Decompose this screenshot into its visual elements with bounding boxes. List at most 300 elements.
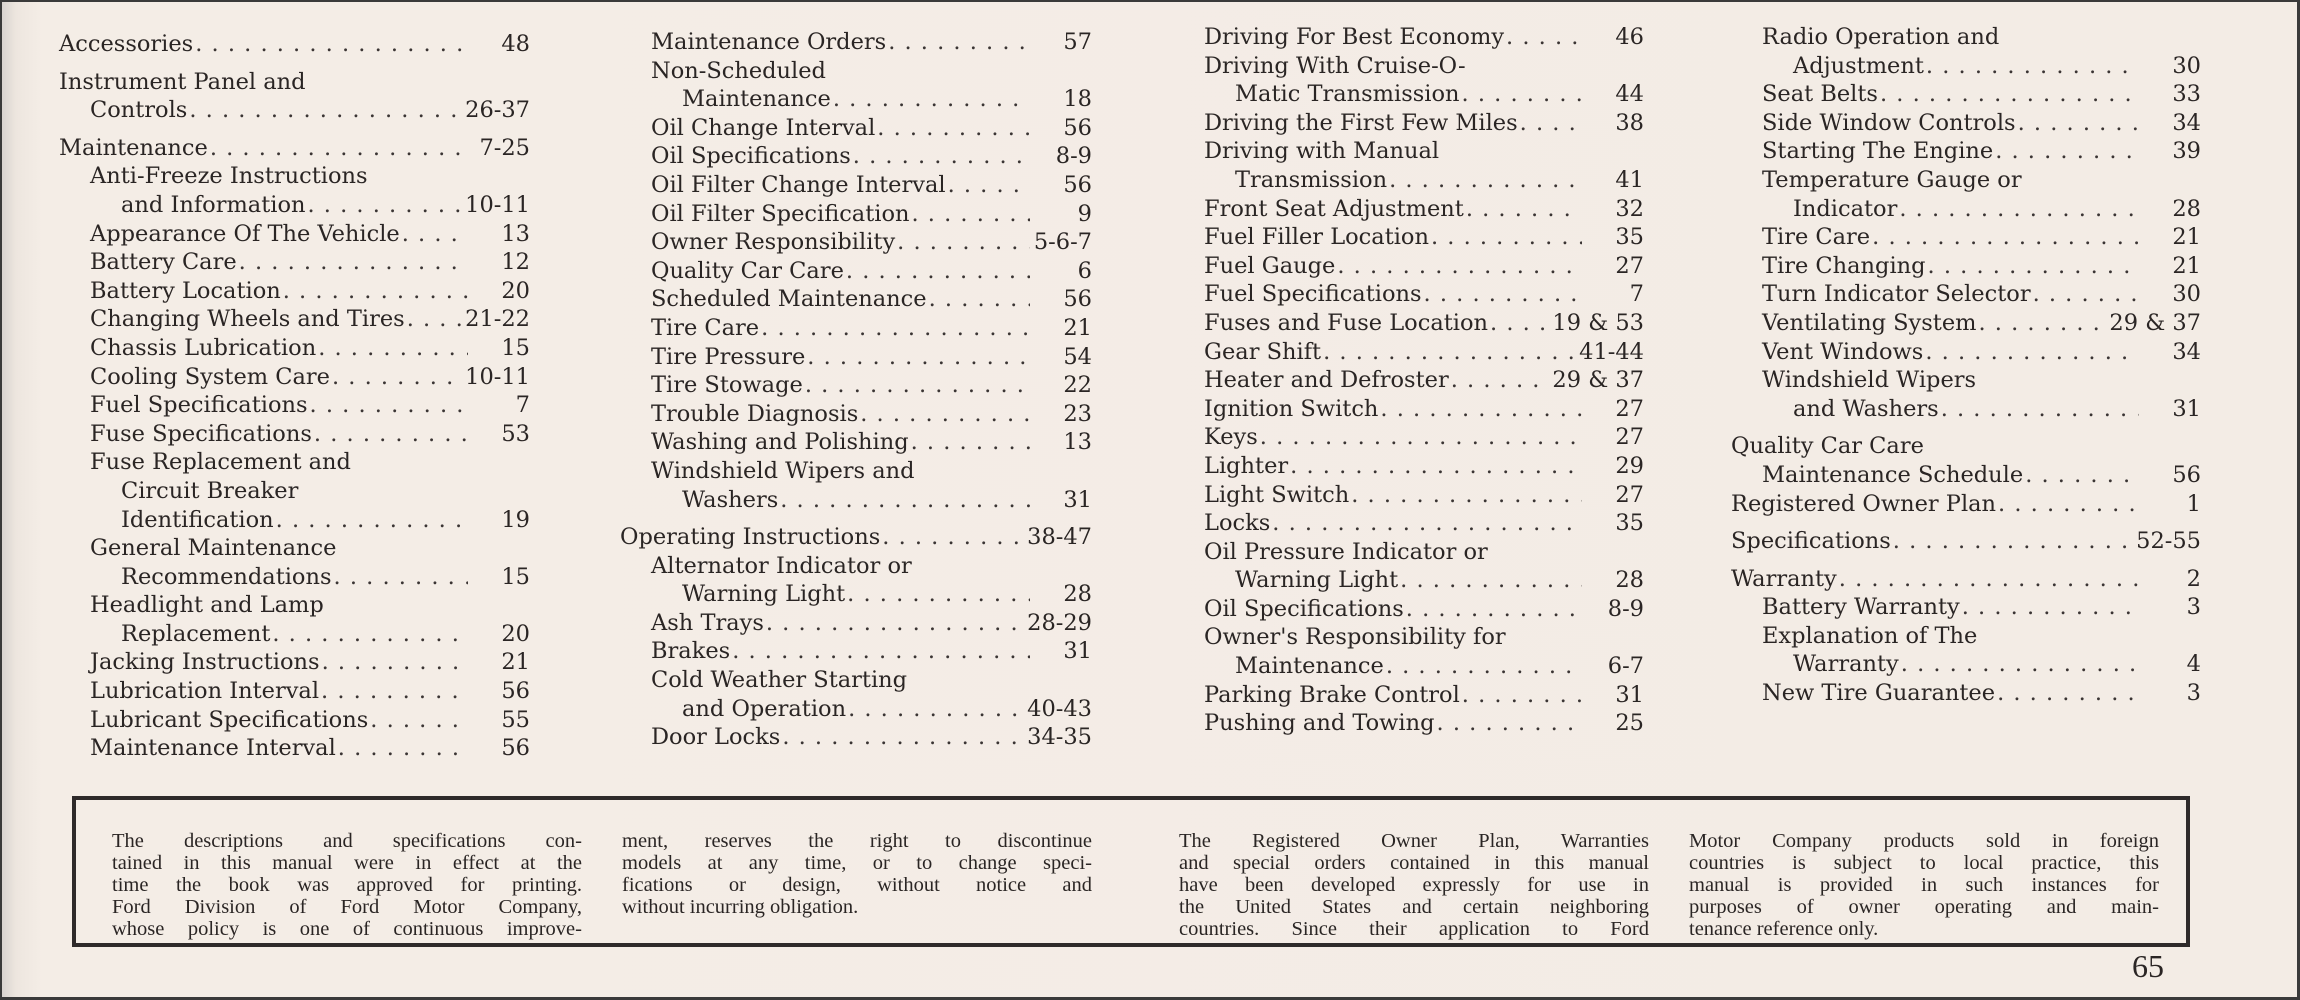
entry-page-number: 5-6-7 xyxy=(1033,229,1092,256)
dot-leader xyxy=(1389,166,1582,195)
dot-leader xyxy=(308,191,462,220)
index-entry xyxy=(1173,166,1644,195)
entry-page-number: 7 xyxy=(515,392,530,419)
entry-title: Temperature Gauge or xyxy=(1762,166,2022,193)
entry-page-number: 30 xyxy=(2172,281,2201,308)
index-entry xyxy=(1731,80,2201,109)
dot-leader xyxy=(1899,195,2139,224)
notice-column-1 xyxy=(112,830,582,940)
dot-leader xyxy=(276,506,468,535)
entry-title: and Information xyxy=(121,191,306,218)
entry-title: Non-Scheduled xyxy=(651,57,826,84)
dot-leader xyxy=(1962,593,2139,622)
entry-page-number: 56 xyxy=(1063,286,1092,313)
entry-title: Ventilating System xyxy=(1762,309,1977,336)
notice-line: the United States and certain neighboring xyxy=(1179,896,1649,918)
index-entry xyxy=(59,677,530,706)
entry-title: Tire Stowage xyxy=(651,372,803,399)
dot-leader xyxy=(882,523,1023,552)
entry-title: Fuel Gauge xyxy=(1204,252,1336,279)
entry-page-number: 56 xyxy=(2172,461,2201,488)
index-entry xyxy=(1731,280,2201,309)
index-entry xyxy=(1173,652,1644,681)
entry-page-number: 30 xyxy=(2172,52,2201,79)
dot-leader xyxy=(929,285,1030,314)
entry-page-number: 2 xyxy=(2186,565,2201,592)
index-group xyxy=(59,30,530,59)
index-entry xyxy=(620,400,1092,429)
entry-page-number: 27 xyxy=(1615,424,1644,451)
entry-title: Matic Transmission xyxy=(1235,81,1460,108)
index-entry xyxy=(59,191,530,220)
index-entry xyxy=(59,363,530,392)
notice-line: Ford Division of Ford Motor Company, xyxy=(112,896,582,918)
entry-page-number: 13 xyxy=(1063,429,1092,456)
manual-index-page xyxy=(2,2,2297,997)
entry-page-number: 29 & 37 xyxy=(1552,367,1644,394)
index-entry xyxy=(1731,338,2201,367)
index-entry xyxy=(59,506,530,535)
entry-page-number: 10-11 xyxy=(465,363,530,390)
entry-title: Fuses and Fuse Location xyxy=(1204,309,1489,336)
entry-page-number: 41-44 xyxy=(1579,338,1644,365)
notice-column-2 xyxy=(622,830,1092,918)
index-group xyxy=(1173,23,1644,738)
entry-page-number: 28-29 xyxy=(1027,609,1092,636)
dot-leader xyxy=(314,420,468,449)
dot-leader xyxy=(407,305,461,334)
entry-title: Oil Specifications xyxy=(651,143,851,170)
entry-page-number: 56 xyxy=(1063,114,1092,141)
entry-page-number: 55 xyxy=(501,706,530,733)
entry-page-number: 31 xyxy=(1063,638,1092,665)
entry-title: Oil Pressure Indicator or xyxy=(1204,538,1488,565)
index-entry xyxy=(1731,366,2201,395)
entry-page-number: 56 xyxy=(501,678,530,705)
dot-leader xyxy=(780,486,1030,515)
index-entry xyxy=(59,305,530,334)
entry-title: Specifications xyxy=(1731,528,1891,555)
entry-page-number: 21 xyxy=(2172,224,2201,251)
index-entry xyxy=(1173,223,1644,252)
page-number: 65 xyxy=(2132,948,2164,984)
entry-page-number: 27 xyxy=(1615,395,1644,422)
index-entry xyxy=(620,57,1092,86)
notice-line: manual is provided in such instances for xyxy=(1689,874,2159,896)
notice-line: have been developed expressly for use in xyxy=(1179,874,1649,896)
entry-title: Heater and Defroster xyxy=(1204,367,1449,394)
dot-leader xyxy=(877,114,1030,143)
entry-title: and Operation xyxy=(682,695,847,722)
index-entry xyxy=(1173,481,1644,510)
index-entry xyxy=(1731,223,2201,252)
index-entry xyxy=(59,220,530,249)
entry-title: Explanation of The xyxy=(1762,622,1978,649)
entry-title: Driving With Cruise-O- xyxy=(1204,52,1466,79)
entry-page-number: 13 xyxy=(501,220,530,247)
entry-title: Door Locks xyxy=(651,724,781,751)
entry-page-number: 15 xyxy=(501,334,530,361)
notice-line: countries is subject to local practice, this xyxy=(1689,852,2159,874)
entry-page-number: 31 xyxy=(1615,681,1644,708)
dot-leader xyxy=(321,677,468,706)
dot-leader xyxy=(911,428,1030,457)
entry-page-number: 35 xyxy=(1615,510,1644,537)
dot-leader xyxy=(1406,595,1582,624)
dot-leader xyxy=(283,277,468,306)
index-entry xyxy=(1731,432,2201,461)
dot-leader xyxy=(912,200,1031,229)
index-entry xyxy=(620,228,1092,257)
index-entry xyxy=(59,134,530,163)
index-entry xyxy=(1173,137,1644,166)
dot-leader xyxy=(370,706,468,735)
entry-page-number: 8-9 xyxy=(1055,143,1092,170)
dot-leader xyxy=(1272,509,1582,538)
dot-leader xyxy=(1431,223,1582,252)
entry-title: Lubrication Interval xyxy=(90,678,320,705)
entry-title: Alternator Indicator or xyxy=(651,552,912,579)
entry-title: Lighter xyxy=(1204,452,1289,479)
entry-title: Locks xyxy=(1204,510,1271,537)
index-entry xyxy=(1731,52,2201,81)
entry-title: Transmission xyxy=(1235,166,1388,193)
entry-title: Appearance Of The Vehicle xyxy=(90,220,400,247)
entry-page-number: 33 xyxy=(2172,81,2201,108)
index-entry xyxy=(620,171,1092,200)
entry-title: Tire Care xyxy=(1762,224,1871,251)
dot-leader xyxy=(805,371,1030,400)
index-column-1 xyxy=(59,30,530,772)
index-entry xyxy=(1173,623,1644,652)
dot-leader xyxy=(1466,195,1582,224)
index-entry xyxy=(1731,650,2201,679)
index-entry xyxy=(1173,280,1644,309)
entry-title: Tire Care xyxy=(651,314,760,341)
entry-page-number: 20 xyxy=(501,620,530,647)
entry-page-number: 28 xyxy=(2172,195,2201,222)
index-entry xyxy=(1173,681,1644,710)
index-entry xyxy=(1173,566,1644,595)
entry-title: Cold Weather Starting xyxy=(651,667,908,694)
index-entry xyxy=(1173,509,1644,538)
notice-line: tained in this manual were in effect at the xyxy=(112,852,582,874)
entry-title: Maintenance Schedule xyxy=(1762,461,2024,488)
dot-leader xyxy=(2033,280,2139,309)
dot-leader xyxy=(1893,527,2132,556)
entry-title: Vent Windows xyxy=(1762,338,1924,365)
index-entry xyxy=(1731,166,2201,195)
entry-title: Front Seat Adjustment xyxy=(1204,195,1464,222)
dot-leader xyxy=(318,334,468,363)
entry-title: General Maintenance xyxy=(90,535,337,562)
entry-title: Battery Warranty xyxy=(1762,594,1960,621)
dot-leader xyxy=(1462,681,1582,710)
dot-leader xyxy=(833,85,1030,114)
entry-page-number: 22 xyxy=(1063,372,1092,399)
dot-leader xyxy=(1437,709,1582,738)
entry-title: Headlight and Lamp xyxy=(90,592,324,619)
entry-title: Fuse Specifications xyxy=(90,420,312,447)
entry-title: Warranty xyxy=(1793,651,1899,678)
entry-title: Owner Responsibility xyxy=(651,229,896,256)
index-entry xyxy=(59,248,530,277)
notice-box xyxy=(72,796,2190,947)
entry-title: Maintenance Orders xyxy=(651,29,887,55)
dot-leader xyxy=(761,314,1030,343)
entry-title: Turn Indicator Selector xyxy=(1762,281,2031,308)
entry-title: Owner's Responsibility for xyxy=(1204,624,1506,651)
notice-line: whose policy is one of continuous improve- xyxy=(112,918,582,940)
index-entry xyxy=(59,277,530,306)
entry-title: Battery Location xyxy=(90,277,281,304)
index-entry xyxy=(1731,309,2201,338)
index-entry xyxy=(620,142,1092,171)
dot-leader xyxy=(1462,80,1582,109)
dot-leader xyxy=(1323,338,1575,367)
index-entry xyxy=(59,477,530,506)
dot-leader xyxy=(1506,23,1582,52)
entry-page-number: 7 xyxy=(1629,281,1644,308)
dot-leader xyxy=(1290,452,1582,481)
index-entry xyxy=(1173,338,1644,367)
index-entry xyxy=(620,695,1092,724)
dot-leader xyxy=(1337,252,1582,281)
index-column-4 xyxy=(1731,23,2201,717)
entry-title: Adjustment xyxy=(1793,52,1924,79)
index-entry xyxy=(620,580,1092,609)
index-entry xyxy=(1731,622,2201,651)
dot-leader xyxy=(897,228,1030,257)
index-entry xyxy=(620,114,1092,143)
dot-leader xyxy=(334,563,468,592)
entry-title: Scheduled Maintenance xyxy=(651,286,927,313)
index-column-3 xyxy=(1173,23,1644,747)
index-group xyxy=(1731,565,2201,708)
entry-page-number: 21 xyxy=(2172,252,2201,279)
entry-title: Changing Wheels and Tires xyxy=(90,306,405,333)
notice-line: countries. Since their application to Ford xyxy=(1179,918,1649,940)
entry-title: Maintenance xyxy=(682,86,831,113)
notice-line: and special orders contained in this manual xyxy=(1179,852,1649,874)
entry-title: Washing and Polishing xyxy=(651,429,909,456)
index-column-2 xyxy=(620,28,1092,761)
entry-page-number: 27 xyxy=(1615,252,1644,279)
entry-title: Windshield Wipers xyxy=(1762,367,1977,394)
index-entry xyxy=(59,448,530,477)
dot-leader xyxy=(2018,109,2139,138)
entry-title: Driving with Manual xyxy=(1204,138,1440,165)
entry-title: Maintenance xyxy=(59,134,208,161)
entry-title: Chassis Lubrication xyxy=(90,334,317,361)
index-entry xyxy=(1731,461,2201,490)
entry-page-number: 32 xyxy=(1615,195,1644,222)
entry-page-number: 21 xyxy=(501,649,530,676)
entry-page-number: 38 xyxy=(1615,109,1644,136)
index-group xyxy=(1731,432,2201,518)
entry-title: Maintenance xyxy=(1235,653,1384,680)
entry-title: Oil Filter Change Interval xyxy=(651,171,946,198)
index-entry xyxy=(620,609,1092,638)
index-entry xyxy=(620,486,1092,515)
entry-title: Identification xyxy=(121,506,274,533)
entry-page-number: 29 xyxy=(1615,452,1644,479)
index-entry xyxy=(620,523,1092,552)
index-entry xyxy=(620,28,1092,57)
entry-page-number: 21-22 xyxy=(465,306,530,333)
entry-page-number: 3 xyxy=(2186,680,2201,707)
dot-leader xyxy=(888,28,1030,57)
entry-title: Quality Car Care xyxy=(651,257,844,284)
entry-title: Ash Trays xyxy=(651,609,764,636)
index-entry xyxy=(1173,23,1644,52)
index-entry xyxy=(59,391,530,420)
entry-page-number: 28 xyxy=(1063,581,1092,608)
index-entry xyxy=(1731,679,2201,708)
entry-title: Side Window Controls xyxy=(1762,109,2016,136)
index-entry xyxy=(620,666,1092,695)
index-entry xyxy=(620,371,1092,400)
index-entry xyxy=(59,162,530,191)
entry-title: Operating Instructions xyxy=(620,524,881,551)
entry-title: Tire Changing xyxy=(1762,252,1926,279)
index-entry xyxy=(1173,423,1644,452)
index-entry xyxy=(1731,137,2201,166)
dot-leader xyxy=(1925,338,2139,367)
entry-title: Recommendations xyxy=(121,563,332,590)
notice-line: ment, reserves the right to discontinue xyxy=(622,830,1092,852)
index-entry xyxy=(620,457,1092,486)
dot-leader xyxy=(1998,490,2139,519)
entry-page-number: 38-47 xyxy=(1027,524,1092,551)
index-entry xyxy=(1173,109,1644,138)
entry-title: Jacking Instructions xyxy=(90,649,320,676)
entry-page-number: 10-11 xyxy=(465,191,530,218)
index-entry xyxy=(59,706,530,735)
entry-page-number: 6 xyxy=(1077,257,1092,284)
index-entry xyxy=(620,723,1092,752)
entry-title: Warning Light xyxy=(1235,567,1399,594)
entry-page-number: 29 & 37 xyxy=(2109,309,2201,336)
entry-title: Fuel Specifications xyxy=(90,392,308,419)
entry-title: Indicator xyxy=(1793,195,1898,222)
index-entry xyxy=(1731,23,2201,52)
index-entry xyxy=(59,648,530,677)
entry-page-number: 1 xyxy=(2186,490,2201,517)
entry-title: Seat Belts xyxy=(1762,81,1878,108)
dot-leader xyxy=(402,220,468,249)
entry-page-number: 3 xyxy=(2186,594,2201,621)
dot-leader xyxy=(1490,309,1548,338)
dot-leader xyxy=(948,171,1030,200)
entry-title: Replacement xyxy=(121,620,271,647)
entry-title: Quality Car Care xyxy=(1731,433,1924,460)
dot-leader xyxy=(338,734,468,763)
index-entry xyxy=(1731,490,2201,519)
dot-leader xyxy=(1928,252,2139,281)
index-entry xyxy=(1173,52,1644,81)
index-group xyxy=(620,523,1092,752)
entry-title: Starting The Engine xyxy=(1762,138,1994,165)
entry-page-number: 9 xyxy=(1077,200,1092,227)
dot-leader xyxy=(782,723,1023,752)
entry-title: Controls xyxy=(90,97,188,124)
entry-title: Oil Change Interval xyxy=(651,114,876,141)
index-entry xyxy=(1173,366,1644,395)
entry-page-number: 54 xyxy=(1063,343,1092,370)
entry-page-number: 56 xyxy=(1063,171,1092,198)
index-entry xyxy=(59,534,530,563)
dot-leader xyxy=(1901,650,2139,679)
entry-page-number: 8-9 xyxy=(1607,595,1644,622)
index-entry xyxy=(1173,80,1644,109)
notice-line: The descriptions and specifications con- xyxy=(112,830,582,852)
entry-page-number: 34 xyxy=(2172,338,2201,365)
index-entry xyxy=(620,637,1092,666)
index-entry xyxy=(59,420,530,449)
entry-page-number: 26-37 xyxy=(465,97,530,124)
dot-leader xyxy=(1400,566,1582,595)
index-group xyxy=(1731,527,2201,556)
entry-title: Gear Shift xyxy=(1204,338,1322,365)
dot-leader xyxy=(189,96,461,125)
index-entry xyxy=(620,552,1092,581)
index-entry xyxy=(59,334,530,363)
entry-page-number: 52-55 xyxy=(2136,528,2201,555)
index-entry xyxy=(59,591,530,620)
dot-leader xyxy=(2025,461,2139,490)
entry-title: Oil Specifications xyxy=(1204,595,1404,622)
entry-title: Ignition Switch xyxy=(1204,395,1379,422)
dot-leader xyxy=(1451,366,1549,395)
index-entry xyxy=(1173,538,1644,567)
dot-leader xyxy=(1839,565,2139,594)
dot-leader xyxy=(847,580,1030,609)
dot-leader xyxy=(272,620,468,649)
dot-leader xyxy=(239,248,468,277)
index-group xyxy=(59,134,530,763)
entry-page-number: 6-7 xyxy=(1607,653,1644,680)
entry-page-number: 15 xyxy=(501,563,530,590)
index-entry xyxy=(620,257,1092,286)
dot-leader xyxy=(1351,481,1582,510)
entry-page-number: 31 xyxy=(1063,486,1092,513)
index-entry xyxy=(1731,395,2201,424)
entry-title: Fuse Replacement and xyxy=(90,449,351,476)
index-entry xyxy=(59,734,530,763)
dot-leader xyxy=(1260,423,1582,452)
dot-leader xyxy=(807,343,1030,372)
entry-title: Keys xyxy=(1204,424,1258,451)
entry-title: Fuel Specifications xyxy=(1204,281,1422,308)
index-group xyxy=(1731,23,2201,423)
entry-title: Cooling System Care xyxy=(90,363,330,390)
index-entry xyxy=(59,96,530,125)
dot-leader xyxy=(732,637,1030,666)
index-entry xyxy=(620,285,1092,314)
entry-title: Instrument Panel and xyxy=(59,68,306,95)
index-entry xyxy=(59,68,530,97)
dot-leader xyxy=(1995,137,2139,166)
entry-page-number: 28 xyxy=(1615,567,1644,594)
dot-leader xyxy=(1424,280,1582,309)
notice-line: time the book was approved for printing. xyxy=(112,874,582,896)
dot-leader xyxy=(322,648,468,677)
dot-leader xyxy=(1941,395,2139,424)
entry-title: Parking Brake Control xyxy=(1204,681,1460,708)
entry-page-number: 48 xyxy=(501,31,530,57)
entry-title: Driving For Best Economy xyxy=(1204,24,1505,50)
